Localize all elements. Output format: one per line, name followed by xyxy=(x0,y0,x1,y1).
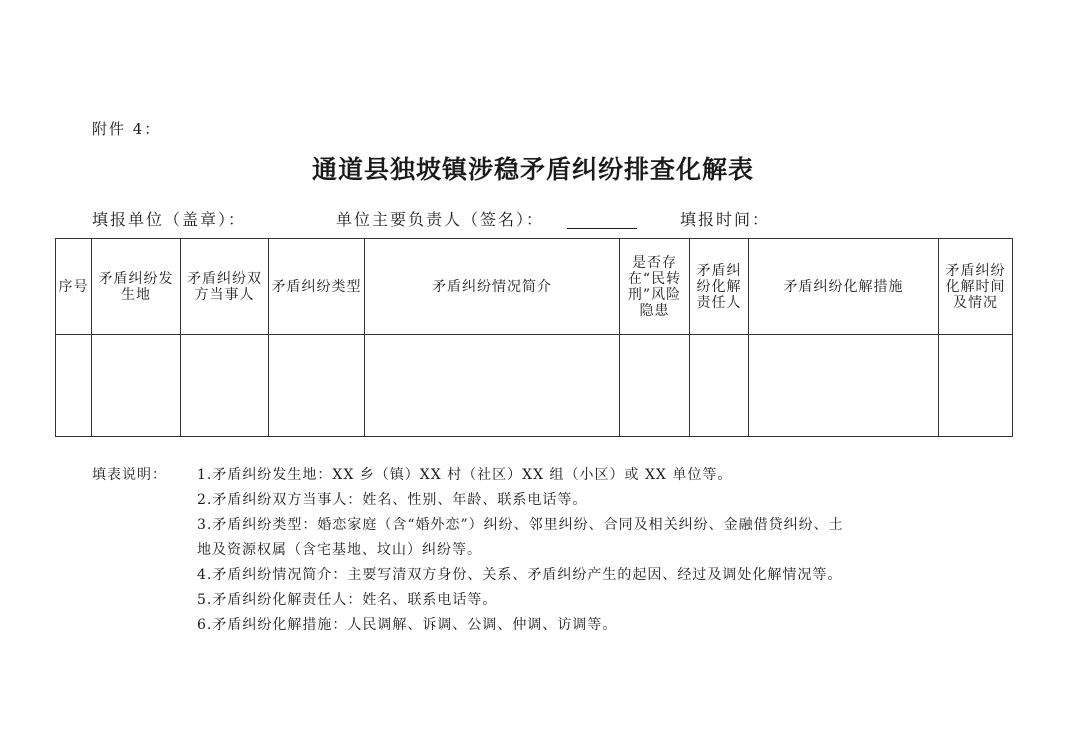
cell-type[interactable] xyxy=(269,335,365,437)
header-measures: 矛盾纠纷化解措施 xyxy=(749,239,939,335)
header-resolution-time: 矛盾纠纷化解时间及情况 xyxy=(939,239,1013,335)
notes-label: 填表说明： xyxy=(92,467,167,483)
header-summary: 矛盾纠纷情况简介 xyxy=(365,239,620,335)
cell-serial[interactable] xyxy=(56,335,92,437)
cell-resolution-time[interactable] xyxy=(939,335,1013,437)
note-item: 1.矛盾纠纷发生地：XX 乡（镇）XX 村（社区）XX 组（小区）或 XX 单位等。 xyxy=(197,467,733,483)
header-parties: 矛盾纠纷双方当事人 xyxy=(181,239,269,335)
note-item: 地及资源权属（含宅基地、坟山）纠纷等。 xyxy=(197,542,482,558)
dispute-table xyxy=(55,238,1013,437)
cell-parties[interactable] xyxy=(181,335,269,437)
notes-list xyxy=(197,463,997,638)
responsible-person-label: 单位主要负责人（签名）： xyxy=(336,210,545,229)
attachment-label: 附件 4： xyxy=(92,120,162,138)
signature-line xyxy=(567,228,637,229)
cell-location[interactable] xyxy=(92,335,181,437)
header-location: 矛盾纠纷发生地 xyxy=(92,239,181,335)
header-risk: 是否存在“民转刑”风险隐患 xyxy=(620,239,690,335)
header-serial: 序号 xyxy=(56,239,92,335)
document-title: 通道县独坡镇涉稳矛盾纠纷排查化解表 xyxy=(311,155,754,184)
header-responsible: 矛盾纠纷化解责任人 xyxy=(690,239,749,335)
note-item: 3.矛盾纠纷类型：婚恋家庭（含“婚外恋”）纠纷、邻里纠纷、合同及相关纠纷、金融借贷纠纷、土 xyxy=(197,517,844,533)
cell-measures[interactable] xyxy=(749,335,939,437)
table-row xyxy=(56,335,1013,437)
note-item: 4.矛盾纠纷情况简介：主要写清双方身份、关系、矛盾纠纷产生的起因、经过及调处化解情况等。 xyxy=(197,567,843,583)
note-item: 5.矛盾纠纷化解责任人：姓名、联系电话等。 xyxy=(197,592,498,608)
table-header-row xyxy=(56,239,1013,335)
note-item: 2.矛盾纠纷双方当事人：姓名、性别、年龄、联系电话等。 xyxy=(197,492,588,508)
note-item: 6.矛盾纠纷化解措施：人民调解、诉调、公调、仲调、访调等。 xyxy=(197,617,618,633)
fill-time-label: 填报时间： xyxy=(680,210,771,229)
header-type: 矛盾纠纷类型 xyxy=(269,239,365,335)
cell-responsible[interactable] xyxy=(690,335,749,437)
fill-unit-label: 填报单位（盖章）： xyxy=(92,210,247,229)
cell-risk[interactable] xyxy=(620,335,690,437)
cell-summary[interactable] xyxy=(365,335,620,437)
